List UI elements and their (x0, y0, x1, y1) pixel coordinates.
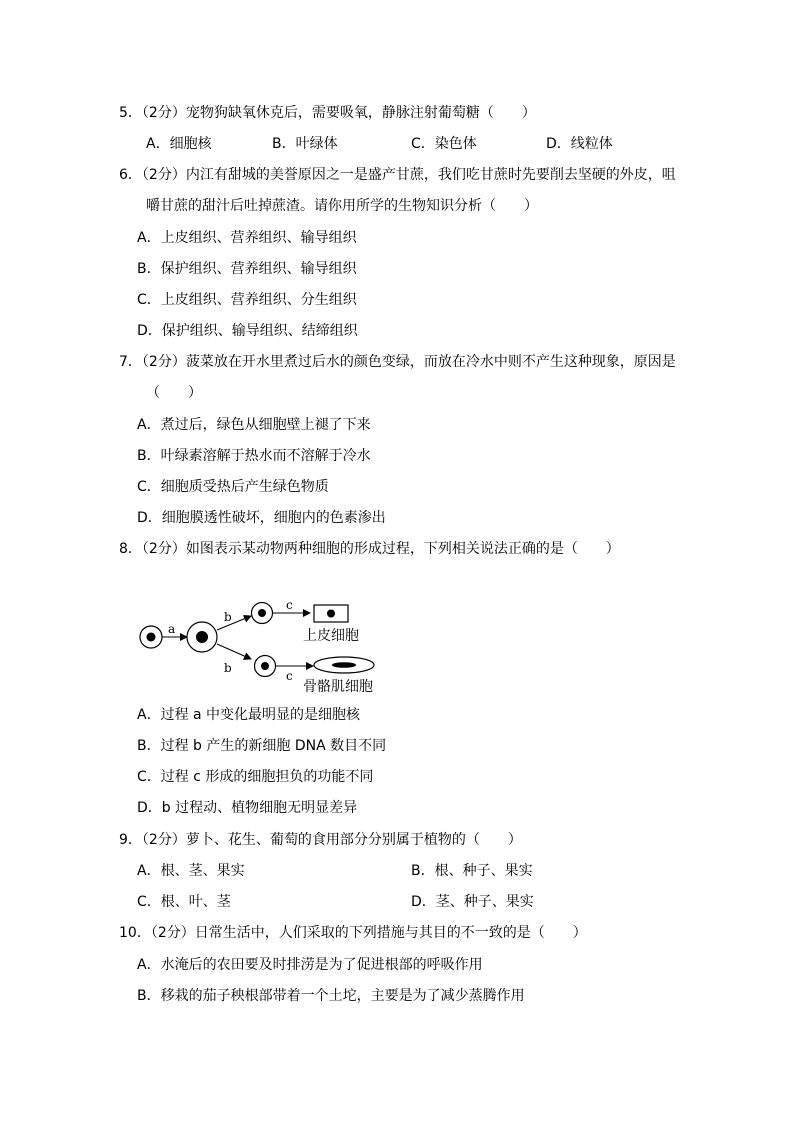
q5-option-c: C．染色体 (411, 136, 477, 152)
label-c-bottom: c (286, 669, 293, 683)
q9-option-c: C．根、叶、茎 (137, 894, 231, 910)
question-5-stem: 5．（2分）宠物狗缺氧休克后，需要吸氧，静脉注射葡萄糖（ ） (119, 105, 536, 121)
q6-option-d: D．保护组织、输导组织、结缔组织 (137, 323, 358, 339)
q9-option-a: A．根、茎、果实 (137, 863, 245, 879)
q5-option-d: D．线粒体 (546, 136, 613, 152)
q5-option-a: A．细胞核 (146, 136, 212, 152)
label-a: a (168, 622, 176, 636)
daughter-cell-bottom (255, 656, 276, 677)
daughter-cell-top (252, 603, 273, 624)
label-b-top: b (224, 610, 232, 624)
q7-option-a: A．煮过后，绿色从细胞壁上褪了下来 (137, 417, 371, 433)
q6-option-b: B．保护组织、营养组织、输导组织 (137, 261, 357, 277)
q6-option-c: C．上皮组织、营养组织、分生组织 (137, 292, 357, 308)
arrow-b-top (217, 616, 251, 630)
epithelial-cell (314, 605, 348, 622)
q9-option-d: D．茎、种子、果实 (411, 894, 534, 910)
q10-option-b: B．移栽的茄子秧根部带着一个土坨，主要是为了减少蒸腾作用 (137, 988, 525, 1004)
original-cell (140, 626, 162, 648)
label-c-top: c (286, 598, 293, 612)
q8-option-a: A．过程 a 中变化最明显的是细胞核 (137, 707, 361, 723)
question-10-stem: 10．（2分）日常生活中，人们采取的下列措施与其目的不一致的是（ ） (119, 925, 587, 941)
question-7-stem-line1: 7．（2分）菠菜放在开水里煮过后水的颜色变绿，而放在冷水中则不产生这种现象，原因是 (119, 354, 676, 370)
q8-option-c: C．过程 c 形成的细胞担负的功能不同 (137, 769, 374, 785)
q5-option-b: B．叶绿体 (272, 136, 338, 152)
grown-cell (187, 622, 217, 652)
label-b-bottom: b (224, 661, 232, 675)
question-7-stem-line2: （ ） (146, 385, 202, 401)
q7-option-d: D．细胞膜透性破坏，细胞内的色素渗出 (137, 510, 386, 526)
q6-option-a: A．上皮组织、营养组织、输导组织 (137, 230, 357, 246)
skeletal-muscle-cell (314, 657, 374, 673)
q8-option-d: D．b 过程动、植物细胞无明显差异 (137, 800, 358, 816)
question-9-stem: 9．（2分）萝卜、花生、葡萄的食用部分分别属于植物的（ ） (119, 832, 522, 848)
arrow-b-bottom (217, 644, 251, 659)
skeletal-muscle-cell-label: 骨骼肌细胞 (303, 679, 373, 695)
question-6-stem-line2: 嚼甘蔗的甜汁后吐掉蔗渣。请你用所学的生物知识分析（ ） (146, 198, 538, 214)
q10-option-a: A．水淹后的农田要及时排涝是为了促进根部的呼吸作用 (137, 957, 483, 973)
q7-option-b: B．叶绿素溶解于热水而不溶解于冷水 (137, 448, 371, 464)
q9-option-b: B．根、种子、果实 (411, 863, 533, 879)
epithelial-cell-label: 上皮细胞 (303, 628, 359, 644)
q8-option-b: B．过程 b 产生的新细胞 DNA 数目不同 (137, 738, 387, 754)
question-8-stem: 8．（2分）如图表示某动物两种细胞的形成过程，下列相关说法正确的是（ ） (119, 541, 620, 557)
q7-option-c: C．细胞质受热后产生绿色物质 (137, 479, 329, 495)
question-6-stem-line1: 6．（2分）内江有甜城的美誉原因之一是盛产甘蔗，我们吃甘蔗时先要削去坚硬的外皮，咀 (119, 167, 676, 183)
cell-differentiation-diagram (120, 592, 400, 702)
